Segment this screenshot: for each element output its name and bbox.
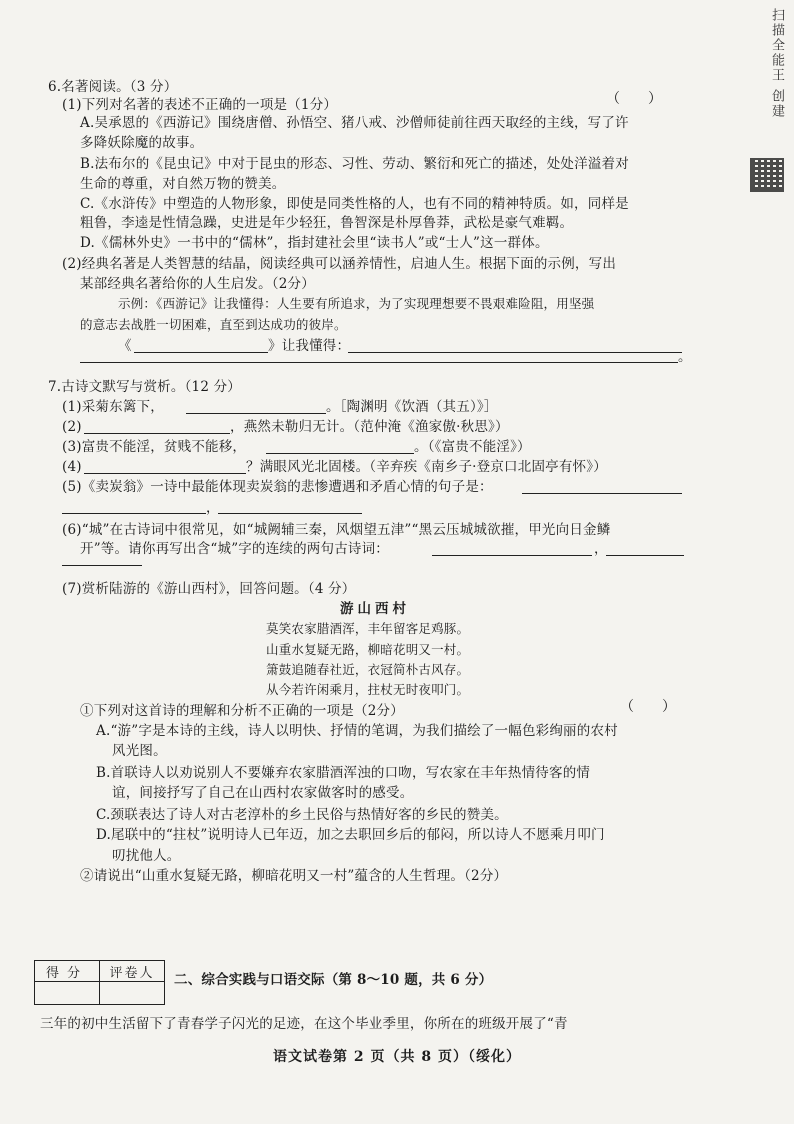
q6-title: 6.名著阅读。（3 分） [48,79,178,95]
q7-l5-blank-2[interactable] [62,513,206,514]
poem-line-1: 莫笑农家腊酒浑，丰年留客足鸡豚。 [266,621,470,636]
q7-l1-end: 。［陶渊明《饮酒（其五）》］ [326,399,498,415]
q6-fill-close: 》让我懂得： [268,338,351,354]
q7-l5: (5)《卖炭翁》一诗中最能体现卖炭翁的悲惨遭遇和矛盾心情的句子是： [62,479,493,495]
q7-option-d: D.尾联中的“拄杖”说明诗人已年迈，加之去职回乡后的郁闷，所以诗人不愿乘月叩门 [96,827,605,843]
poem-line-4: 从今若许闲乘月，拄杖无时夜叩门。 [266,682,470,697]
q7-sub2: ②请说出“山重水复疑无路，柳暗花明又一村”蕴含的人生哲理。（2分） [80,868,508,884]
q6-insight-blank[interactable] [348,352,682,353]
q7-l5-blank-1[interactable] [522,493,682,494]
poem-title: 游山西村 [340,601,410,617]
q7-l3-start: (3)富贵不能淫，贫贱不能移， [62,439,247,455]
q7-option-c: C.颈联表达了诗人对古老淳朴的乡土民俗与热情好客的乡民的赞美。 [96,807,508,823]
score-table [34,960,165,1005]
q6-option-a: A.吴承恩的《西游记》围绕唐僧、孙悟空、猪八戒、沙僧师徒前往西天取经的主线，写了许 [80,115,629,131]
q6-option-a-cont: 多降妖除魔的故事。 [80,135,204,151]
q7-l6-blank-1[interactable] [432,555,592,556]
score-cell[interactable] [35,982,100,1005]
q6-option-c-cont: 粗鲁，李逵是性情急躁，史进是年少轻狂，鲁智深是朴厚鲁莽，武松是豪气难羁。 [80,215,574,231]
q6-option-d: D.《儒林外史》一书中的“儒林”，指封建社会里“读书人”或“士人”这一群体。 [80,235,549,251]
poem-line-3: 箫鼓追随春社近，衣冠简朴古风存。 [266,662,470,677]
q7-l3-blank[interactable] [266,453,414,454]
q7-l4-blank[interactable] [84,473,246,474]
grader-header: 评卷人 [100,961,165,982]
q7-answer-paren[interactable]: （ ） [620,699,676,715]
q7-option-d-cont: 叨扰他人。 [112,848,181,864]
q6-example-cont: 的意志去战胜一切困难，直至到达成功的彼岸。 [80,317,347,332]
q7-l6-comma: ， [594,541,608,557]
q6-fill-open: 《 [118,338,132,354]
q7-l4-end: ？满眼风光北固楼。（辛弃疾《南乡子·登京口北固亭有怀》） [246,459,607,475]
poem-line-2: 山重水复疑无路，柳暗花明又一村。 [266,642,470,657]
q7-l5-comma: ， [206,500,220,516]
q7-l6-blank-3[interactable] [62,565,142,566]
q6-book-blank[interactable] [134,352,268,353]
q6-period: 。 [678,349,692,365]
q7-l5-blank-3[interactable] [218,513,362,514]
q7-l6: (6)“城”在古诗词中很常见，如“城阙辅三秦，风烟望五津”“黑云压城城欲摧，甲光向日金鳞 [62,522,611,538]
q6-sub2: (2)经典名著是人类智慧的结晶，阅读经典可以涵养情性，启迪人生。根据下面的示例，写出 [62,256,617,272]
q6-sub2-cont: 某部经典名著给你的人生启发。（2分） [80,276,315,292]
q6-option-b-cont: 生命的尊重，对自然万物的赞美。 [80,176,286,192]
q7-option-b: B.首联诗人以劝说别人不要嫌弃农家腊酒浑浊的口吻，写农家在丰年热情待客的情 [96,765,591,781]
q7-l2-start: (2) [62,419,82,435]
grader-cell[interactable] [100,982,165,1005]
q6-example: 示例：《西游记》让我懂得：人生要有所追求，为了实现理想要不畏艰难险阻，用坚强 [118,296,595,311]
q7-l2-blank[interactable] [84,433,230,434]
section-2-intro: 三年的初中生活留下了青春学子闪光的足迹，在这个毕业季里，你所在的班级开展了“青 [40,1016,568,1032]
q7-l3-end: 。（《富贵不能淫》） [414,439,531,455]
q6-option-b: B.法布尔的《昆虫记》中对于昆虫的形态、习性、劳动、繁衍和死亡的描述，处处洋溢着对 [80,156,629,172]
scanner-watermark: 扫描全能王 创建 [769,8,784,120]
q7-l4-start: (4) [62,459,82,475]
q7-option-a-cont: 风光图。 [112,743,167,759]
page-footer: 语文试卷第 2 页（共 8 页）（绥化） [273,1049,521,1065]
q7-title: 7.古诗文默写与赏析。（12 分） [48,379,241,395]
q7-l7: (7)赏析陆游的《游山西村》，回答问题。（4 分） [62,581,356,597]
q6-option-c: C.《水浒传》中塑造的人物形象，即使是同类性格的人，也有不同的精神特质。如，同样是 [80,196,629,212]
q7-l6-cont: 开”等。请你再写出含“城”字的连续的两句古诗词： [80,541,390,557]
q7-l2-end: ，燕然未勒归无计。（范仲淹《渔家傲·秋思》） [230,419,509,435]
score-header: 得分 [35,961,100,982]
q7-sub1: ①下列对这首诗的理解和分析不正确的一项是（2分） [80,703,404,719]
q7-option-b-cont: 谊，间接抒写了自己在山西村农家做客时的感受。 [112,785,414,801]
q6-insight-blank-2[interactable] [80,362,678,363]
qr-code-icon [750,158,784,192]
q7-l1-start: (1)采菊东篱下， [62,399,164,415]
q7-l1-blank[interactable] [186,413,326,414]
q7-option-a: A.“游”字是本诗的主线，诗人以明快、抒情的笔调，为我们描绘了一幅色彩绚丽的农村 [96,723,618,739]
q7-l6-blank-2[interactable] [606,555,684,556]
q6-sub1: (1)下列对名著的表述不正确的一项是（1分） [62,97,338,113]
q6-answer-paren[interactable]: （ ） [606,91,662,107]
section-2-title: 二、综合实践与口语交际（第 8～10 题，共 6 分） [174,972,493,988]
